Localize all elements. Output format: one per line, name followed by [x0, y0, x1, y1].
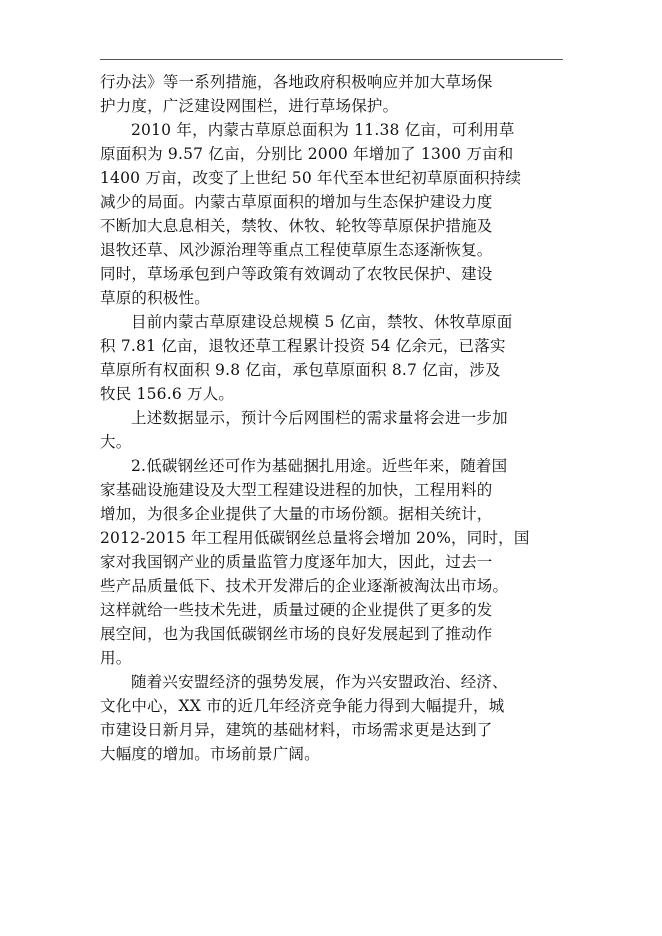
text-line: 用。 [100, 649, 132, 667]
text-line: 展空间，也为我国低碳钢丝市场的良好发展起到了推动作 [100, 625, 493, 643]
text-line: 家基础设施建设及大型工程建设进程的加快，工程用料的 [100, 481, 493, 499]
text-line: 家对我国钢产业的质量监管力度逐年加大，因此，过去一 [100, 553, 493, 571]
text-line: 1400 万亩，改变了上世纪 50 年代至本世纪初草原面积持续 [100, 169, 522, 187]
text-line: 同时，草场承包到户等政策有效调动了农牧民保护、建设 [100, 265, 493, 283]
text-line: 草原所有权面积 9.8 亿亩，承包草原面积 8.7 亿亩，涉及 [100, 361, 501, 379]
text-line: 不断加大息息相关，禁牧、休牧、轮牧等草原保护措施及 [100, 217, 493, 235]
text-line: 市建设日新月异，建筑的基础材料，市场需求更是达到了 [100, 721, 493, 739]
text-line: 这样就给一些技术先进，质量过硬的企业提供了更多的发 [100, 601, 493, 619]
text-line: 增加，为很多企业提供了大量的市场份额。据相关统计， [100, 505, 493, 523]
paragraph [100, 310, 565, 406]
header-rule [100, 59, 563, 60]
text-line: 2012-2015 年工程用低碳钢丝总量将会增加 20%，同时，国 [100, 529, 530, 547]
paragraph [100, 454, 565, 670]
text-line: 草原的积极性。 [100, 289, 210, 307]
text-line: 文化中心，XX 市的近几年经济竞争能力得到大幅提升，城 [100, 697, 505, 715]
paragraph [100, 670, 565, 766]
text-line: 些产品质量低下、技术开发滞后的企业逐渐被淘汰出市场。 [100, 577, 509, 595]
text-line: 上述数据显示，预计今后网围栏的需求量将会进一步加 [131, 409, 508, 427]
text-line: 退牧还草、风沙源治理等重点工程使草原生态逐渐恢复。 [100, 241, 493, 259]
text-line: 行办法》等一系列措施，各地政府积极响应并加大草场保 [100, 73, 493, 91]
text-line: 护力度，广泛建设网围栏，进行草场保护。 [100, 97, 399, 115]
text-line: 2010 年，内蒙古草原总面积为 11.38 亿亩，可利用草 [131, 121, 515, 139]
paragraph [100, 70, 565, 118]
document-body [100, 70, 565, 766]
text-line: 积 7.81 亿亩，退牧还草工程累计投资 54 亿余元，已落实 [100, 337, 506, 355]
text-line: 大幅度的增加。市场前景广阔。 [100, 745, 320, 763]
text-line: 减少的局面。内蒙古草原面积的增加与生态保护建设力度 [100, 193, 493, 211]
paragraph [100, 406, 565, 454]
text-line: 随着兴安盟经济的强势发展，作为兴安盟政治、经济、 [131, 673, 508, 691]
text-line: 牧民 156.6 万人。 [100, 385, 235, 403]
text-line: 2.低碳钢丝还可作为基础捆扎用途。近些年来，随着国 [131, 457, 508, 475]
text-line: 原面积为 9.57 亿亩，分别比 2000 年增加了 1300 万亩和 [100, 145, 514, 163]
text-line: 目前内蒙古草原建设总规模 5 亿亩，禁牧、休牧草原面 [131, 313, 513, 331]
paragraph [100, 118, 565, 310]
text-line: 大。 [100, 433, 132, 451]
